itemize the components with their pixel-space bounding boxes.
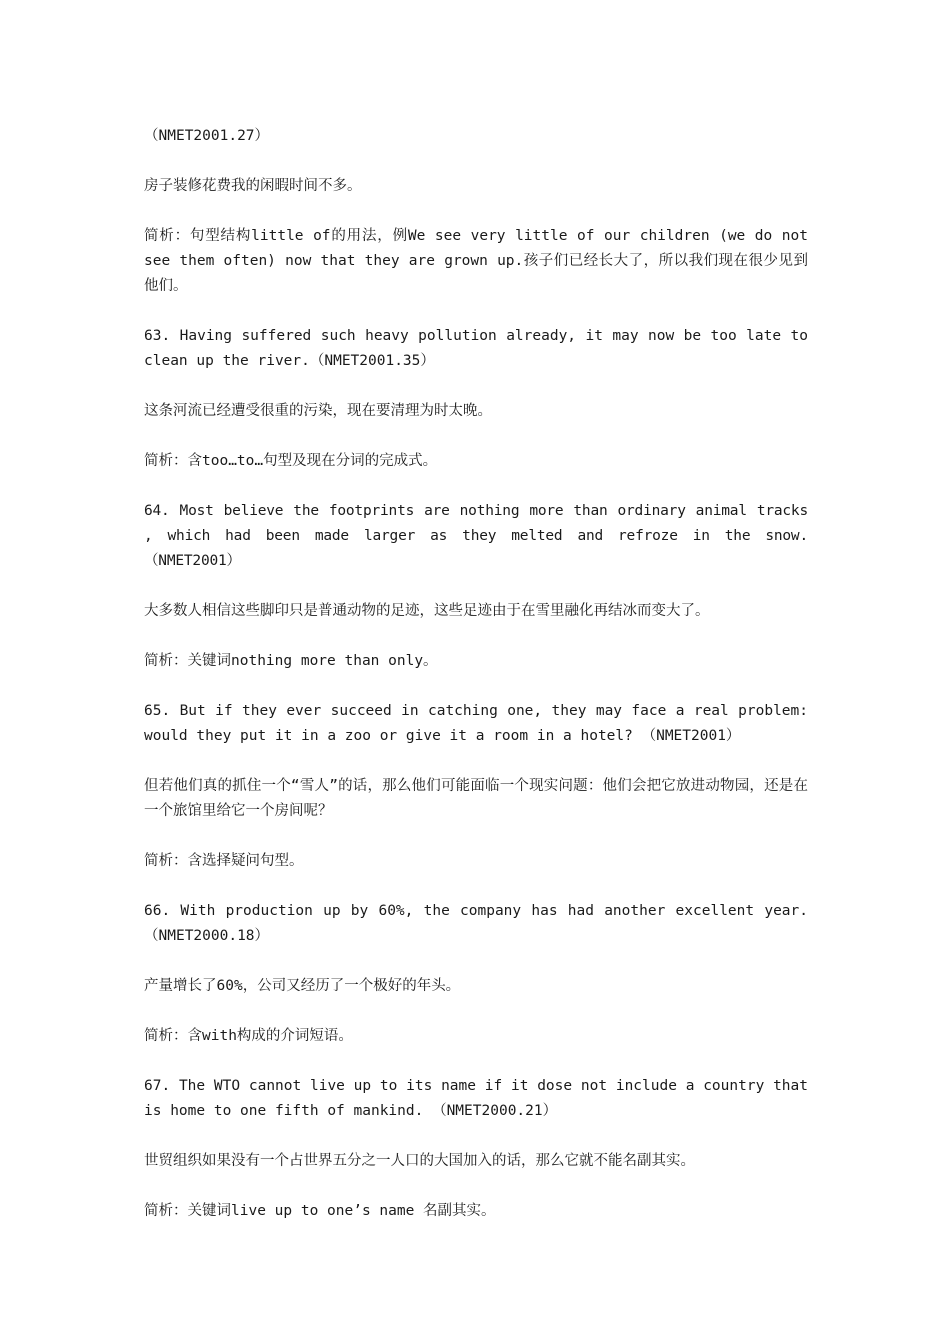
sentence-67: 67. The WTO cannot live up to its name if it dose not include a country that is home to one fifth of mankind. （NMET2000.21） [144,1078,808,1119]
translation-62: 房子装修花费我的闲暇时间不多。 [144,178,362,194]
sentence-65: 65. But if they ever succeed in catching one, they may face a real problem: would they put it in a zoo or give it a room in a hotel? （NMET2001） [144,703,808,744]
analysis-66: 简析：含with构成的介词短语。 [144,1028,353,1044]
translation-67: 世贸组织如果没有一个占世界五分之一人口的大国加入的话，那么它就不能名副其实。 [144,1153,695,1169]
sentence-63: 63. Having suffered such heavy pollution already, it may now be too late to clean up the river.（NMET2001.35） [144,328,808,369]
analysis-67: 简析：关键词live up to one’s name 名副其实。 [144,1203,496,1219]
sentence-66: 66. With production up by 60%, the company has had another excellent year.（NMET2000.18） [144,903,808,944]
translation-64: 大多数人相信这些脚印只是普通动物的足迹，这些足迹由于在雪里融化再结冰而变大了。 [144,603,710,619]
translation-63: 这条河流已经遭受很重的污染，现在要清理为时太晚。 [144,403,492,419]
analysis-62: 简析：句型结构little of的用法，例We see very little of our children (we do not see them often) now that they are grown up.孩子们已经长大了，所以我们现在很少见到他们。 [144,228,808,294]
source-citation: （NMET2001.27） [144,128,270,144]
sentence-64: 64. Most believe the footprints are nothing more than ordinary animal tracks , which had been made larger as they melted and refroze in the snow. （NMET2001） [144,503,808,569]
analysis-63: 简析：含too…to…句型及现在分词的完成式。 [144,453,438,469]
document-page [144,124,808,1249]
translation-65: 但若他们真的抓住一个“雪人”的话，那么他们可能面临一个现实问题：他们会把它放进动物园，还是在一个旅馆里给它一个房间呢？ [144,778,808,819]
analysis-64: 简析：关键词nothing more than only。 [144,653,438,669]
translation-66: 产量增长了60%，公司又经历了一个极好的年头。 [144,978,461,994]
analysis-65: 简析：含选择疑问句型。 [144,853,304,869]
